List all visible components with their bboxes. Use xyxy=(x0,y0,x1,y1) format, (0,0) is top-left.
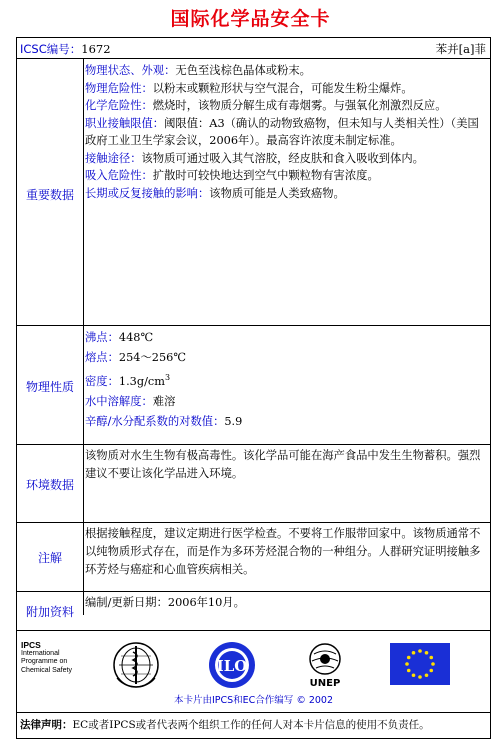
log-kow: 辛醇/水分配系数的对数值：5.9 xyxy=(85,414,243,428)
eu-star-icon xyxy=(429,656,433,660)
divider xyxy=(17,58,490,59)
melting-point: 熔点：254～256℃ xyxy=(85,351,186,364)
section-label-environment: 环境数据 xyxy=(25,478,74,492)
long-term-effects: 长期或反复接触的影响：该物质可能是人类致癌物。 xyxy=(85,186,345,200)
unep-emblem-icon xyxy=(300,640,350,690)
chemical-hazard: 化学危险性：燃烧时，该物质分解生成有毒烟雾。与强氧化剂激烈反应。 xyxy=(85,99,447,112)
eu-star-icon xyxy=(425,651,429,655)
environment-data: 该物质对水生生物有极高毒性。该化学品可能在海产食品中发生生物蓄积。强烈建议不要让该化学品进入环境。 xyxy=(85,449,481,480)
svg-text:UNEP: UNEP xyxy=(309,678,341,689)
divider xyxy=(17,591,490,592)
eu-star-icon xyxy=(431,662,435,666)
column-divider xyxy=(83,59,84,615)
inhalation-risk: 吸入危险性：扩散时可较快地达到空气中颗粒物有害浓度。 xyxy=(85,169,379,182)
additional-text: 编制/更新日期：2006年10月。 xyxy=(85,596,245,609)
eu-star-icon xyxy=(429,669,433,673)
section-label-notes: 注解 xyxy=(37,551,62,565)
eu-flag-icon xyxy=(390,643,450,685)
eu-star-icon xyxy=(407,656,411,660)
important-data xyxy=(85,62,485,202)
density: 密度：$1.3g/cm^3$ xyxy=(85,373,171,388)
eu-star-icon xyxy=(405,662,409,666)
ipcs-logo: IPCS International Programme on Chemical Safety xyxy=(21,640,72,674)
who-emblem-icon xyxy=(111,640,161,690)
footer-caption: 本卡片由IPCS和EC合作编写 © 2002 xyxy=(173,695,334,706)
svg-text:ILO: ILO xyxy=(216,657,248,675)
eu-star-icon xyxy=(407,669,411,673)
divider xyxy=(17,444,490,445)
chemical-name: 苯并[a]菲 xyxy=(435,42,486,56)
eu-star-icon xyxy=(418,649,422,653)
eu-star-icon xyxy=(425,673,429,677)
physical-hazard: 物理危险性：以粉末或颗粒形状与空气混合，可能发生粉尘爆炸。 xyxy=(85,81,413,95)
divider xyxy=(17,325,490,326)
water-solubility: 水中溶解度：难溶 xyxy=(85,394,176,408)
card-title: 国际化学品安全卡 xyxy=(170,8,331,30)
ilo-emblem-icon xyxy=(207,640,257,690)
exposure-route: 接触途径：该物质可通过吸入其气溶胶，经皮肤和食入吸收到体内。 xyxy=(85,151,424,165)
divider xyxy=(17,630,490,631)
section-label-physical: 物理性质 xyxy=(25,380,74,394)
icsc-number: ICSC编号：1672 xyxy=(20,42,111,56)
boiling-point: 沸点：448℃ xyxy=(85,331,154,344)
physical-properties xyxy=(85,328,485,432)
divider xyxy=(17,712,490,713)
eu-star-icon xyxy=(418,675,422,679)
legal-notice: 法律声明：EC或者IPCS或者代表两个组织工作的任何人对本卡片信息的使用不负责任。 xyxy=(20,719,430,731)
safety-card xyxy=(16,37,491,739)
section-label-important: 重要数据 xyxy=(25,188,74,202)
eu-star-icon xyxy=(412,673,416,677)
notes-text: 根据接触程度，建议定期进行医学检查。不要将工作服带回家中。该物质通常不以纯物质形式存在，而是作为多环芳烃混合物的一种组分。人群研究证明接触多环芳烃与癌症和心血管疾病相关。 xyxy=(85,527,481,576)
section-label-additional: 附加资料 xyxy=(25,605,74,619)
exposure-limit: 职业接触限值：阈限值：A3（确认的动物致癌物，但未知与人类相关性）（美国政府工业卫生学家会议，2006年）。最高容许浓度未制定标准。 xyxy=(85,116,479,147)
physical-state: 物理状态、外观：无色至浅棕色晶体或粉末。 xyxy=(85,64,311,77)
divider xyxy=(17,522,490,523)
eu-star-icon xyxy=(412,651,416,655)
